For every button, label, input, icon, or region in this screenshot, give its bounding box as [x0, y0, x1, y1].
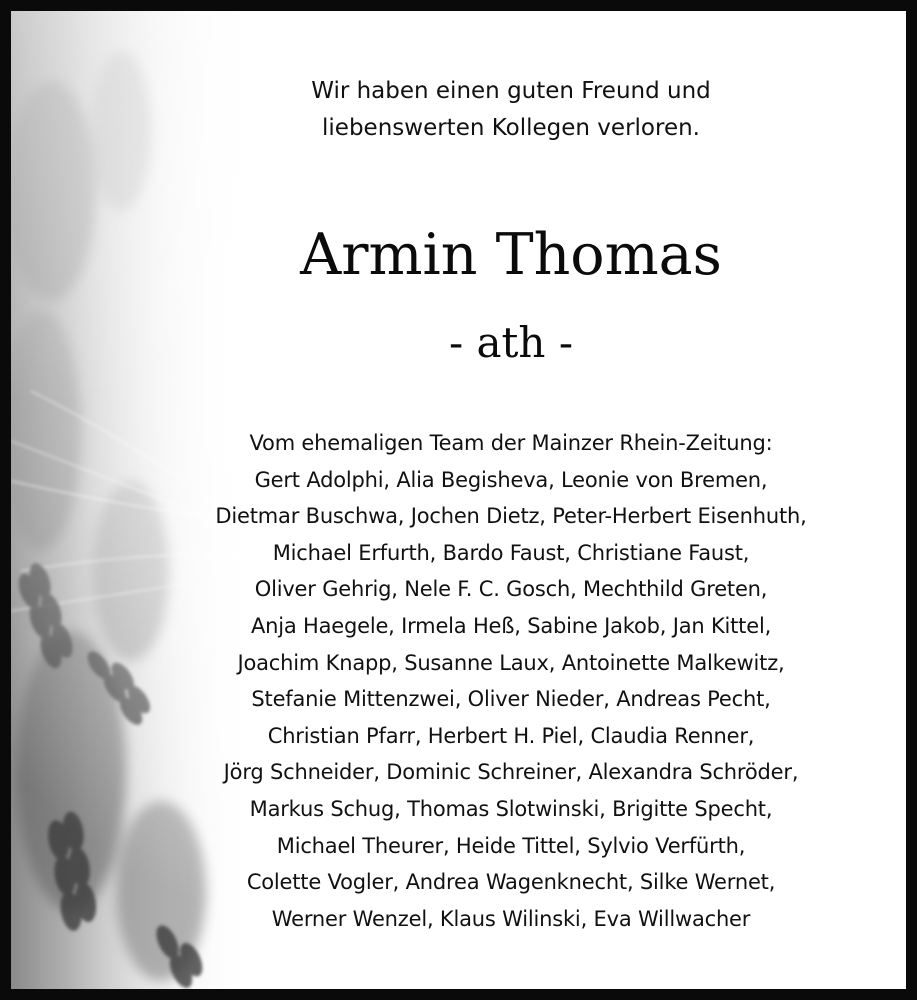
signatories-heading: Vom ehemaligen Team der Mainzer Rhein-Zeitung:: [249, 431, 773, 455]
signatories-line: Oliver Gehrig, Nele F. C. Gosch, Mechthild Greten,: [254, 577, 768, 602]
signatories-line: Gert Adolphi, Alia Begisheva, Leonie von Bremen,: [254, 467, 768, 492]
signatories-line: Werner Wenzel, Klaus Wilinski, Eva Willwacher: [271, 906, 751, 931]
signatories-line: Colette Vogler, Andrea Wagenknecht, Silke Wernet,: [246, 870, 776, 895]
signatories-line: Anja Haegele, Irmela Heß, Sabine Jakob, Jan Kittel,: [250, 613, 772, 638]
intro-text: [271, 73, 751, 147]
signatories-line: Markus Schug, Thomas Slotwinski, Brigitte Specht,: [249, 796, 773, 821]
signatories-line: Christian Pfarr, Herbert H. Piel, Claudia Renner,: [267, 723, 755, 748]
deceased-name: Armin Thomas: [300, 222, 722, 288]
intro-line: liebenswerten Kollegen verloren.: [322, 115, 700, 141]
intro-line: Wir haben einen guten Freund und: [311, 78, 711, 104]
signatories-line: Michael Theurer, Heide Tittel, Sylvio Verfürth,: [276, 833, 746, 858]
signatories-line: Dietmar Buschwa, Jochen Dietz, Peter-Herbert Eisenhuth,: [215, 504, 807, 529]
signatories-line: Stefanie Mittenzwei, Oliver Nieder, Andreas Pecht,: [251, 687, 771, 712]
signatories-line: Jörg Schneider, Dominic Schreiner, Alexandra Schröder,: [223, 760, 799, 785]
deceased-alias: - ath -: [448, 318, 574, 367]
signatories-line: Joachim Knapp, Susanne Laux, Antoinette Malkewitz,: [237, 650, 785, 675]
signatories-line: Michael Erfurth, Bardo Faust, Christiane Faust,: [272, 540, 750, 565]
signatories-list: [131, 425, 891, 937]
